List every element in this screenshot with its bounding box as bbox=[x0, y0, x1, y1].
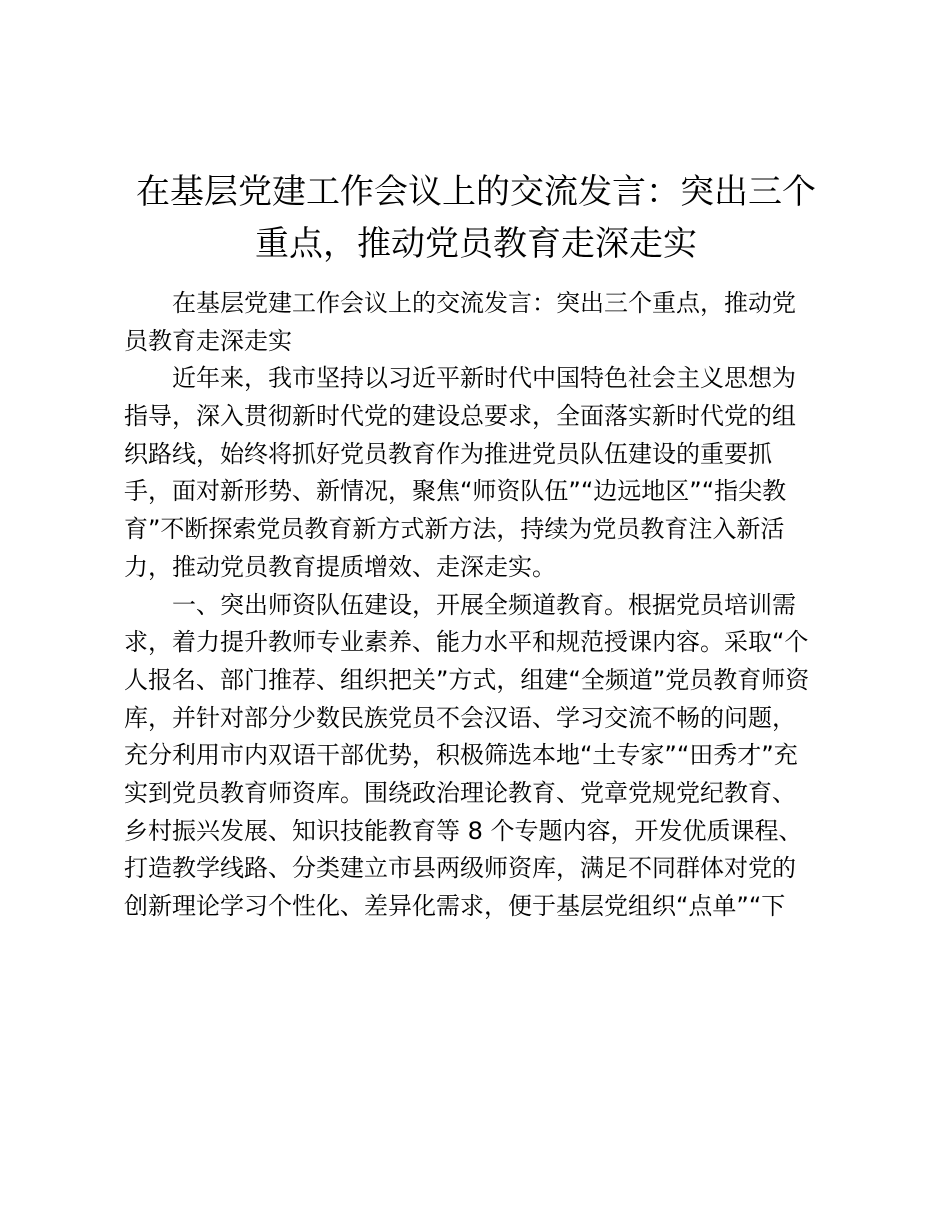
body-line-8: 力，推动党员教育提质增效、走深走实。 bbox=[124, 552, 556, 581]
body-line-17: 创新理论学习个性化、差异化需求，便于基层党组织“点单”“下 bbox=[124, 892, 786, 920]
body-line-11: 人报名、部门推荐、组织把关”方式，组建“全频道”党员教育师资 bbox=[124, 665, 810, 694]
document-body bbox=[124, 285, 836, 926]
body-line-13: 充分利用市内双语干部优势，积极筛选本地“土专家”“田秀才”充 bbox=[124, 741, 798, 770]
body-line-12: 库，并针对部分少数民族党员不会汉语、学习交流不畅的问题， bbox=[124, 703, 796, 732]
body-line-15: 乡村振兴发展、知识技能教育等 8 个专题内容，开发优质课程、 bbox=[124, 816, 803, 845]
body-line-6: 手，面对新形势、新情况，聚焦“师资队伍”“边远地区”“指尖教 bbox=[124, 477, 787, 506]
body-line-4: 指导，深入贯彻新时代党的建设总要求，全面落实新时代党的组 bbox=[124, 402, 796, 431]
body-line-2: 员教育走深走实 bbox=[124, 326, 292, 355]
body-line-3: 近年来，我市坚持以习近平新时代中国特色社会主义思想为 bbox=[172, 364, 796, 393]
body-line-7: 育”不断探索党员教育新方式新方法，持续为党员教育注入新活 bbox=[124, 515, 785, 544]
body-line-14: 实到党员教育师资库。围绕政治理论教育、党章党规党纪教育、 bbox=[124, 778, 796, 807]
body-line-1: 在基层党建工作会议上的交流发言：突出三个重点，推动党 bbox=[172, 289, 796, 317]
body-line-5: 织路线，始终将抓好党员教育作为推进党员队伍建设的重要抓 bbox=[124, 439, 772, 468]
title-line-1: 在基层党建工作会议上的交流发言：突出三个 bbox=[136, 172, 816, 212]
body-line-16: 打造教学线路、分类建立市县两级师资库，满足不同群体对党的 bbox=[124, 854, 796, 883]
title-line-2: 重点，推动党员教育走深走实 bbox=[255, 224, 697, 264]
document-title bbox=[120, 166, 832, 270]
body-line-10: 求，着力提升教师专业素养、能力水平和规范授课内容。采取“个 bbox=[124, 628, 809, 657]
body-line-9: 一、突出师资队伍建设，开展全频道教育。根据党员培训需 bbox=[172, 590, 796, 619]
